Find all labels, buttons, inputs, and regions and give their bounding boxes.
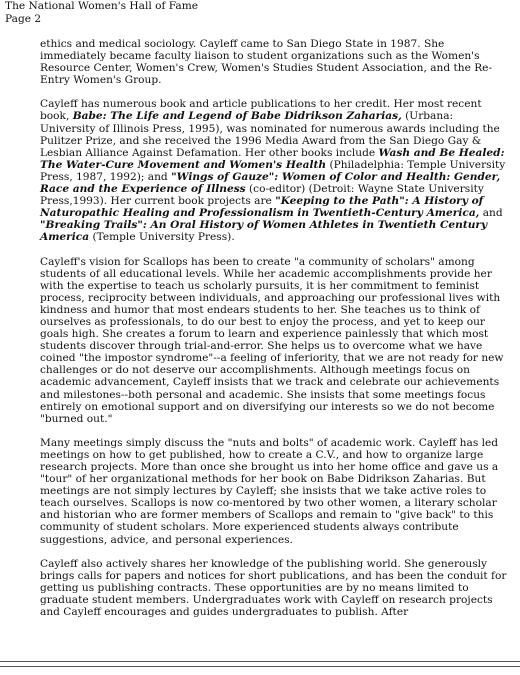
- paragraph: [40, 437, 510, 546]
- paragraph-text: Many meetings simply discuss the "nuts and bolts" of academic work. Cayleff has led meetings on how to get published, how to create a C.V., and how to organize large research projects. More than once she brought us into her home office and gave us a "tour" of her organizational methods for her book on Babe Didrikson Zaharias. But meetings are not simply lectures by Cayleff; she insists that we take active roles to teach ourselves. Scallops is now co-mentored by two other women, a literary scholar and historian who are former members of Scallops and remain to "give back" to this community of student scholars. More experienced students always contribute suggestions, advice, and personal experiences.: [40, 436, 499, 546]
- paragraph-text: Cayleff's vision for Scallops has been to create "a community of scholars" among students of all educational levels. While her academic accomplishments provide her with the expertise to teach us scholarly pursuits, it is her commitment to feminist process, reciprocity between individuals, and approaching our professional lives with kindness and humor that most endears students to her. She teaches us to think of ourselves as professionals, to do our best to enjoy the process, and yet to keep our goals high. She creates a forum to learn and experience painlessly that which most students discover through trial-and-error. She helps us to overcome what we have coined "the impostor syndrome"--a feeling of inferiority, that we are not ready for new challenges or do not deserve our accomplishments. Although meetings focus on academic advancement, Cayleff insists that we track and celebrate our achievements and milestones--both personal and academic. She insists that some meetings focus entirely on emotional support and on diversifying our interests so we do not become "burned out.": [40, 255, 504, 425]
- paragraph-text: ethics and medical sociology. Cayleff came to San Diego State in 1987. She immediately became faculty liaison to student organizations such as the Women's Resource Center, Women's Crew, Women's Studies Student Association, and the Re-Entry Women's Group.: [40, 38, 493, 87]
- book-title: "Breaking Trails": An Oral History of Women Athletes in Twentieth Century America: [40, 219, 488, 244]
- header-title: The National Women's Hall of Fame: [5, 0, 199, 12]
- paragraph: [40, 98, 510, 243]
- book-title: "Keeping to the Path": A History of Naturopathic Healing and Professionalism in Twentieth-Century America,: [40, 195, 484, 220]
- book-title: Wash and Be Healed: The Water-Cure Movement and Women's Health: [40, 146, 505, 171]
- paragraph-text: (co-editor) (Detroit: Wayne State University Press,1993). Her current book projects are: [40, 183, 484, 208]
- paragraph: [40, 38, 510, 86]
- bottom-rule-second: [0, 666, 520, 667]
- header-page-number: Page 2: [5, 13, 42, 25]
- page-header: [5, 0, 198, 26]
- bottom-rule: [0, 661, 520, 662]
- book-title: "Wings of Gauze": Women of Color and Health: Gender, Race and the Experience of Illness: [40, 170, 501, 196]
- paragraph-text: Cayleff has numerous book and article publications to her credit. Her most recent book,: [40, 98, 482, 123]
- paragraph-text: (Temple University Press).: [89, 231, 235, 244]
- paragraph-text: (Urbana: University of Illinois Press, 1995), was nominated for numerous awards including the Pulitzer Prize, and she received the 1996 Media Award from the San Diego Gay & Lesbian Alliance Against Defamation. Her other books include: [40, 110, 500, 159]
- book-title: Babe: The Life and Legend of Babe Didrikson Zaharias,: [72, 110, 402, 123]
- paragraph: [40, 256, 510, 425]
- body-text: [40, 38, 510, 630]
- paragraph-text: and: [479, 207, 503, 220]
- paragraph-text: (Philadelphia: Temple University Press, 1987, 1992); and: [40, 158, 506, 183]
- paragraph: [40, 558, 510, 618]
- paragraph-text: Cayleff also actively shares her knowledge of the publishing world. She generously brings calls for papers and notices for short publications, and has been the conduit for getting us publishing contracts. These opportunities are by no means limited to graduate student members. Undergraduates work with Cayleff on research projects and Cayleff encourages and guides undergraduates to publish. After: [40, 557, 507, 619]
